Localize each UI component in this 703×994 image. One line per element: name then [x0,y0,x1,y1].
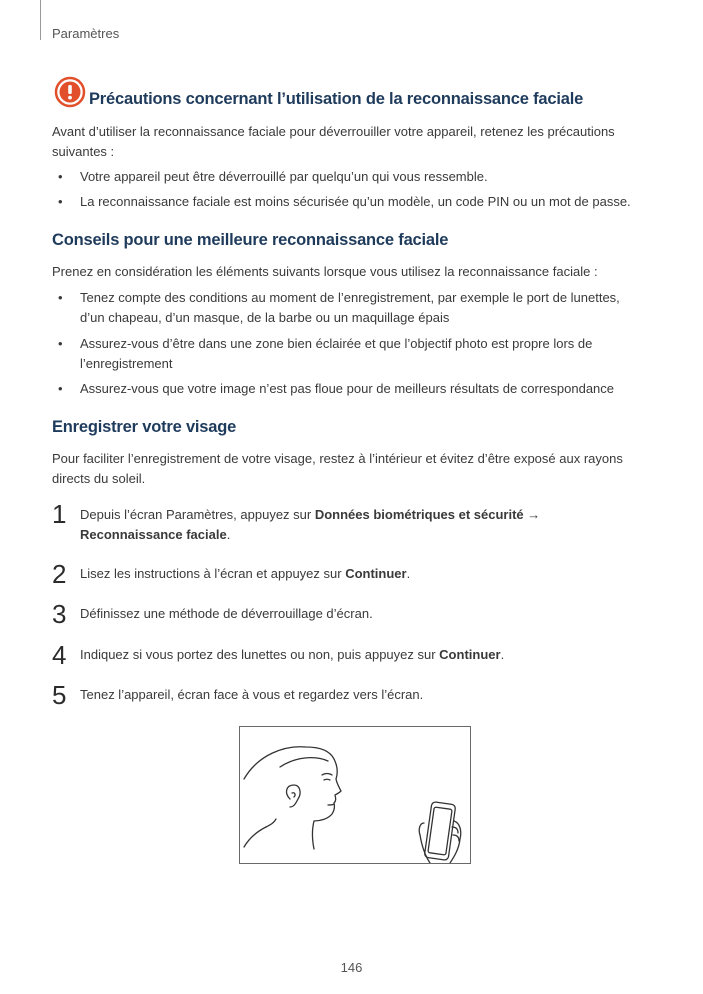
step-text-part: . [406,566,411,581]
step-number: 2 [52,559,67,589]
arrow-separator: → [523,507,541,522]
person-with-phone-drawing [240,727,470,863]
warning-icon [54,76,86,108]
header-rule [40,0,41,40]
step-text-part: Indiquez si vous portez des lunettes ou non, puis appuyez sur [80,647,440,662]
menu-path-item: Données biométriques et sécurité [314,507,524,522]
step-text [80,645,640,665]
tips-heading: Conseils pour une meilleure reconnaissance faciale [52,231,449,249]
running-header: Paramètres [52,26,120,41]
register-heading: Enregistrer votre visage [52,418,237,436]
precautions-intro: Avant d’utiliser la reconnaissance faciale pour déverrouiller votre appareil, retenez les précautions suivantes : [52,124,615,159]
page-number: 146 [340,960,363,975]
step-text-part: . [226,527,231,542]
button-name: Continuer [439,647,501,662]
tips-bullet: Tenez compte des conditions au moment de l’enregistrement, par exemple le port de lunettes, d’un chapeau, d’un masque, de la barbe ou un maquillage épais [80,290,620,325]
step-number: 1 [52,499,67,529]
step-text: Tenez l’appareil, écran face à vous et regardez vers l’écran. [80,687,424,702]
step-text-part: Lisez les instructions à l’écran et appuyez sur [80,566,346,581]
precautions-heading: Précautions concernant l’utilisation de la reconnaissance faciale [89,90,584,108]
button-name: Continuer [345,566,407,581]
bullet-marker: • [58,290,63,305]
step-text [80,564,640,584]
tips-bullet: Assurez-vous que votre image n’est pas floue pour de meilleurs résultats de correspondance [80,381,615,396]
step-number: 3 [52,599,67,629]
step-text-part: Depuis l’écran Paramètres, appuyez sur [80,507,315,522]
bullet-marker: • [58,336,63,351]
face-registration-illustration [239,726,471,864]
step-text [80,505,640,545]
precautions-bullet: La reconnaissance faciale est moins sécurisée qu’un modèle, un code PIN ou un mot de passe. [80,194,631,209]
step-text-part: . [500,647,505,662]
step-text: Définissez une méthode de déverrouillage d’écran. [80,606,373,621]
register-intro: Pour faciliter l’enregistrement de votre visage, restez à l’intérieur et évitez d’être exposé aux rayons directs du soleil. [52,451,623,486]
menu-path-item: Reconnaissance faciale [80,527,227,542]
bullet-marker: • [58,381,63,396]
step-number: 4 [52,640,67,670]
step-number: 5 [52,680,67,710]
tips-intro: Prenez en considération les éléments suivants lorsque vous utilisez la reconnaissance faciale : [52,264,598,279]
bullet-marker: • [58,194,63,209]
tips-bullet: Assurez-vous d’être dans une zone bien éclairée et que l’objectif photo est propre lors de l’enregistrement [80,336,593,371]
precautions-bullet: Votre appareil peut être déverrouillé par quelqu’un qui vous ressemble. [80,169,488,184]
bullet-marker: • [58,169,63,184]
